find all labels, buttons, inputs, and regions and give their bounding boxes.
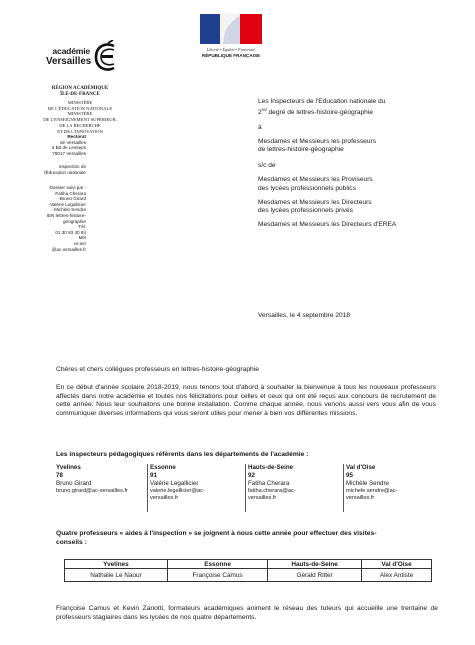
sc2b-line: des lycées professionnels privés	[258, 207, 353, 215]
departements-grid	[56, 464, 438, 512]
aides-heading: Quatre professeurs « aides à l'inspection » se joignent à nous cette année pour effectuer des visites- conseils :	[56, 530, 377, 546]
flag-white-band	[220, 14, 240, 44]
inspecteurs-heading: Les inspecteurs pédagogiques référents dans les départements de l'académie :	[56, 451, 309, 458]
sc3-line: Mesdames et Messieurs les Directeurs d'EREA	[258, 221, 397, 229]
region-label: RÉGION ACADÉMIQUE ÎLE-DE-FRANCE	[51, 86, 109, 97]
academie-logo	[46, 40, 125, 82]
flag-red-band	[240, 14, 262, 44]
sidebar-service: Inspection de l'Éducation nationale	[43, 164, 86, 175]
aides-col-essonne: Essonne	[167, 560, 267, 569]
flag-blue-band	[200, 14, 220, 44]
table-cell: Françoise Camus	[167, 569, 267, 582]
sc1b-line: des lycées professionnels publics	[258, 184, 356, 192]
marianne-profile-icon	[220, 14, 240, 44]
from-line: Les Inspecteurs de l'Education nationale du	[258, 98, 386, 105]
academie-e-icon	[92, 40, 122, 76]
aides-col-val-doise: Val d'Oise	[362, 560, 432, 569]
dept-divider-3	[343, 464, 344, 512]
from-line-2: 2nd degré de lettres-histoire-géographie	[258, 107, 373, 117]
dept-divider-1	[147, 464, 148, 512]
dept-essonne: Essonne 91 Valérie Legallicier valerie.legallicier@ac- versailles.fr	[150, 464, 205, 502]
table-row	[65, 569, 432, 582]
aides-table-header	[65, 560, 432, 569]
sc2-line: Mesdames et Messieurs les Directeurs	[258, 198, 372, 206]
sc-line: s/c de	[258, 162, 276, 170]
sc1-line: Mesdames et Messieurs les Proviseurs	[258, 176, 373, 184]
aides-col-hauts-de-seine: Hauts-de-Seine	[268, 560, 362, 569]
table-cell: Nathalie Le Naour	[65, 569, 168, 582]
versailles-word: Versailles	[46, 56, 92, 67]
marianne-logo	[198, 14, 268, 64]
dept-divider-2	[245, 464, 246, 512]
closing-paragraph: Françoise Camus et Kevin Zanotti, formateurs académiques animent le réseau des tuteurs qui accueille une trentaine de professeurs stagiaires dans les lycées de nos quatre départements.	[56, 605, 438, 621]
aides-table	[64, 559, 432, 582]
salutation: Chères et chers collègues professeurs en lettres-histoire-géographie	[56, 366, 259, 373]
letter-date: Versailles, le 4 septembre 2018	[258, 312, 350, 319]
intro-paragraph: En ce début d'année scolaire 2018-2019, nous tenons tout d'abord à souhaiter la bienvenue à tous les nouveaux professeurs affectés dans notre académie et toutes nos félicitations pour celles et ceux qui ont été reçus aux concours de recrutement de cette année. Nous leur souhaitons une bonne installation. Comme chaque année, nous venons aussi vers vous afin de vous communiquer diverses informations qui vous seront utiles pour mener à bien vos différentes missions.	[56, 384, 436, 417]
to-line: Mesdames et Messieurs les professeurs	[258, 137, 376, 145]
motto: Liberté • Égalité • Fraternité	[206, 47, 256, 52]
sidebar-address: Rectorat de Versailles 3 Bd de Lesseps 78017 Versailles	[51, 134, 86, 156]
dept-hauts-de-seine: Hauts-de-Seine 92 Fatiha Cherara fatiha.cherara@ac- versailles.fr	[248, 464, 296, 502]
dept-val-doise: Val d'Oise 95 Michèle Sendre michele.sendre@ac- versailles.fr	[346, 464, 398, 502]
aides-col-yvelines: Yvelines	[65, 560, 168, 569]
republic-label: RÉPUBLIQUE FRANÇAISE	[201, 53, 261, 58]
academie-word: académie	[52, 46, 90, 56]
recipients-block	[258, 98, 458, 229]
to-line-2: de lettres-histoire-géographie	[258, 146, 344, 153]
a-line: à	[258, 123, 262, 131]
dept-yvelines: Yvelines 78 Bruno Girard bruno.girard@ac-versailles.fr	[56, 464, 128, 494]
table-cell: Gérald Ritter	[268, 569, 362, 582]
table-cell: Alex Antiste	[362, 569, 432, 582]
sidebar-contact: Dossier suivi par : -Fatiha Cherara -Bruno Girard -Valérie Legallicier -Michèle Sendre IEN lettres-histoire- géographie Tél. 01 30 83 40 84 Mél ce.ien @ac-versailles.fr	[46, 185, 86, 252]
ministries-list: MINISTÈRE DE L'ÉDUCATION NATIONALE MINISTÈRE DE L'ENSEIGNEMENT SUPÉRIEUR, DE LA RECHERCHE ET DE L'INNOVATION	[43, 100, 117, 134]
